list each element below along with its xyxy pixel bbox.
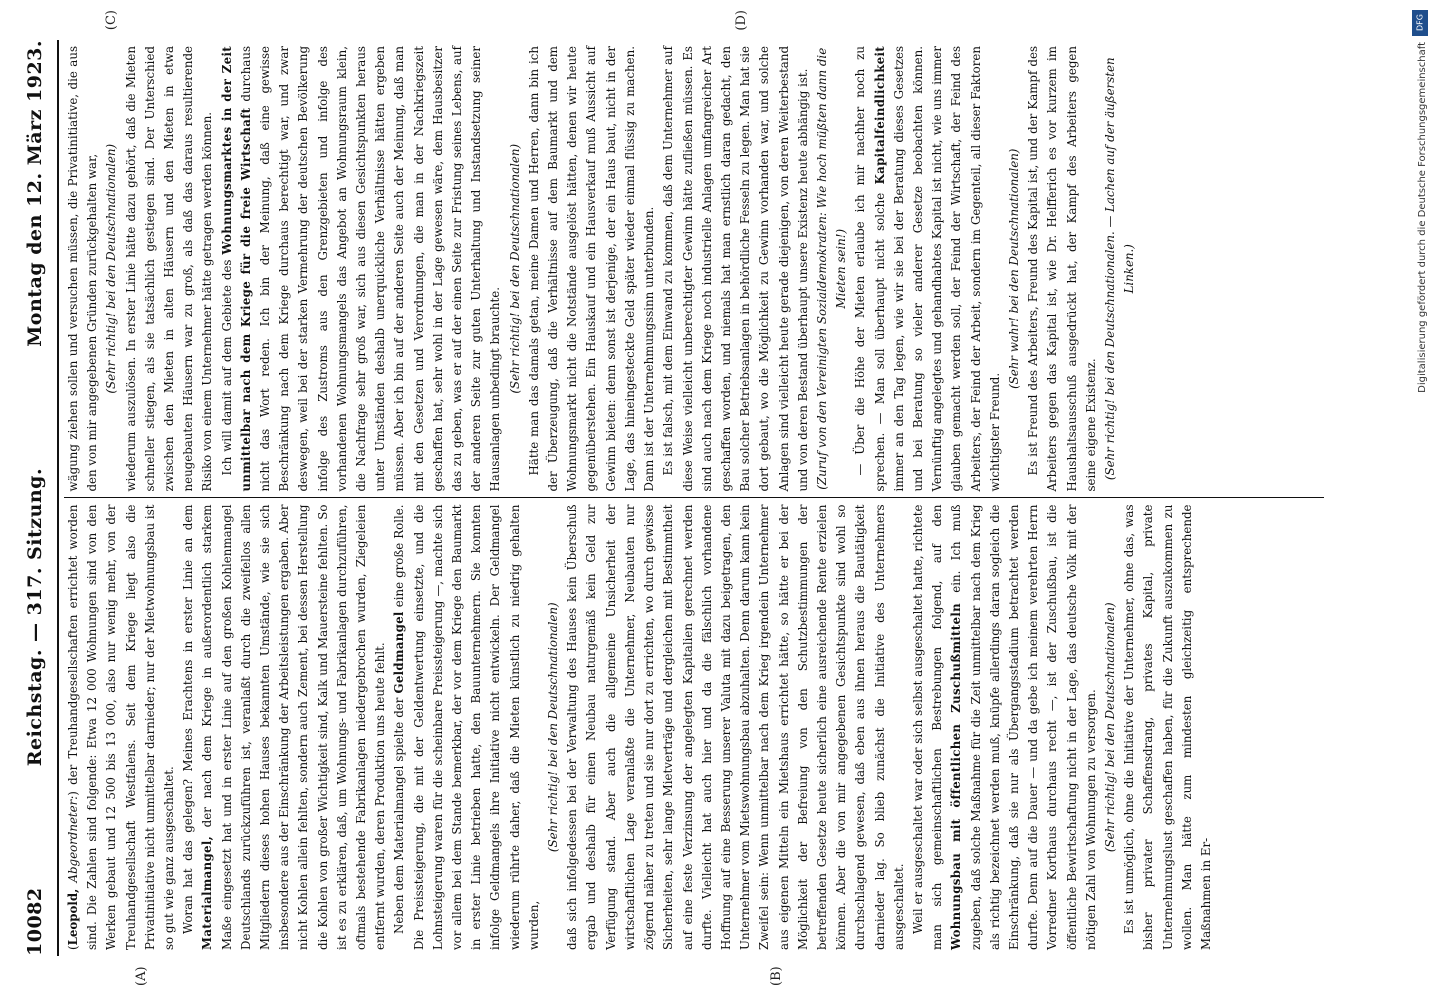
right-column — [64, 40, 1324, 498]
paragraph-text: Ich will damit auf dem Gebiete des — [219, 259, 234, 476]
paragraph — [909, 505, 1101, 951]
interjection: (Sehr richtig! bei den Deutschnationalen. — Lachen auf der äußersten Linken.) — [1102, 57, 1137, 481]
text-columns — [64, 10, 1324, 986]
paragraph — [851, 46, 1005, 492]
paragraph: Es ist unmöglich, ohne die Initiative der Unternehmer, ohne das, was bisher privater Schaffensdrang, privates Kapital, private Unternehmungslust geschaffen haben, für die Zukunft auszukommen zu wollen. Man hätte zum mindesten gleichzeitig entsprechende Maßnahmen in Er- — [1122, 504, 1213, 950]
interjection: (Zuruf von den Vereinigten Sozialdemokraten: Wie hoch müßten dann die Mieten sein!) — [814, 47, 849, 490]
margin-marker-a: (A) — [134, 966, 149, 986]
emphasis: Materialmangel, — [200, 835, 215, 950]
paragraph-text: ein. Ich muß zugeben, daß solche Maßnahme für die Zeit unmittelbar nach dem Krieg als richtig bezeichnet werden muß, knüpfe allerdings daran sogleich die Einschränkung, daß sie nur als Übergangsstadium betrachtet werden durfte. Denn auf die Dauer — und da gebe ich meinem verehrten Herrn Vorredner Korthaus durchaus recht —, ist der Zuschußbau, ist die öffentliche Bewirtschaftung nicht in der Lage, das deutsche Volk mit der nötigen Zahl von Wohnungen zu versorgen. — [949, 504, 1098, 950]
paragraph: Es ist falsch, mit dem Einwand zu kommen, daß dem Unternehmer auf diese Weise vielleicht unberechtigter Gewinn hätte zufließen müssen. Es sind auch nach dem Kriege noch industrielle Anlagen umfangreicher Art geschaffen worden, und niemals hat man ernstlich daran gedacht, den Bau solcher Betriebsanlagen in behördliche Fesseln zu legen. Man hat sie dort gebaut, wo die Möglichkeit zu Gewinn vorhanden war, und solche Anlagen sind vielleicht heute gerade diejenigen, von deren Weiterbestand und von deren Bestand überhaupt unsere Existenz heute abhängig ist. — [661, 46, 810, 492]
interjection: (Sehr richtig! bei den Deutschnationalen) — [507, 143, 522, 394]
paragraph — [179, 505, 390, 951]
emphasis: Wohnungsbau mit öffentlichen Zuschußmitteln — [949, 603, 964, 950]
paragraph — [218, 46, 506, 492]
paragraph-text: der nach dem Kriege in außerordentlich starkem Maße eingesetzt hat und in erster Linie auf den großen Kohlenmangel Deutschlands zurückzuführen ist, veranlaßt durch die zweifellos allen Mitgliedern dieses hohen Hauses bekannten Umstände, wie sie sich insbesondere aus der Einschränkung der Arbeitsleistungen ergaben. Aber nicht Kohlen allein fehlten, sondern auch Zement, bei dessen Herstellung die Kohlen von großer Wichtigkeit sind, Kalk und Mauersteine fehlten. So ist es zu erklären, daß, um Wohnungs- und Fabrikanlagen durchzuführen, oftmals bestehende Fabrikanlagen niedergebrochen wurden, Ziegeleien entfernt wurden, deren Produktion uns heute fehlt. — [200, 504, 388, 950]
paragraph: Hätte man das damals getan, meine Damen und Herren, dann bin ich der Überzeugung, daß die Verhältnisse auf dem Baumarkt und dem Wohnungsmarkt nicht die Notstände ausgelöst hätten, denen wir heute gegenüberstehen. Ein Hauskauf und ein Hausverkauf muß Aussicht auf Gewinn bieten: denn sonst ist derjenige, der ein Haus baut, nicht in der Lage, das hineingesteckte Geld später wieder einmal flüssig zu machen. Dann ist der Unternehmungssinn unterbunden. — [526, 46, 657, 492]
speaker-role: Abgeordneter: — [66, 795, 80, 883]
paragraph: wägung ziehen sollen und versuchen müssen, die Privatinitiative, die aus den von mir angegebenen Gründen zurückgehalten war, — [66, 46, 100, 492]
speaker-name: Leopold, — [66, 888, 80, 946]
paragraph: daß sich infolgedessen bei der Verwaltung des Hauses kein Überschuß ergab und deshalb für einen Neubau naturgemäß kein Geld zur Verfügung stand. Aber auch die allgemeine Unsicherheit der wirtschaftlichen Lage veranlaßte die Unternehmer, Neubauten nur zögernd näher zu treten und sie nur dort zu errichten, wo durch gewisse Sicherheiten, sehr lange Mietverträge und dergleichen mit Bestimmtheit auf eine feste Verzinsung der angelegten Kapitalien gerechnet werden durfte. Vielleicht hat auch hier und da die fälschlich vorhandene Hoffnung auf eine Besserung unserer Valuta mit dazu beigetragen, den Unternehmer vom Mietswohnungsbau abzuhalten. Denn darum kann kein Zweifel sein: Wenn unmittelbar nach dem Krieg irgendein Unternehmer aus eigenen Mitteln ein Mietshaus errichtet hätte, so hätte er bei der Möglichkeit der Befreiung von den Schutzbestimmungen der betreffenden Gesetze heute sicherlich eine ausreichende Rente erzielen können. Aber die von mir angegebenen Gesichtspunkte sind wohl so durchschlagend gewesen, daß eben aus ihnen heraus die Bautätigkeit darnieder lag. So blieb zunächst die Initiative des Unternehmers ausgeschaltet. — [565, 504, 906, 950]
paragraph-text: Woran hat das gelegen? Meines Erachtens in erster Linie an dem — [181, 504, 196, 934]
margin-marker-b: (B) — [769, 966, 784, 986]
paragraph-text: der Treuhandgesellschaften errichtet worden sind. Die Zahlen sind folgende: Etwa 12 000 Wohnungen sind von den Werken gebaut und 12 500 bis 13 000, also nur wenig mehr, von der Treuhandgesellschaft Westfalens. Seit dem Kriege liegt also die Privatinitiative nicht unmittelbar darnieder; nur der Mietwohnungsbau ist so gut wie ganz ausgeschaltet. — [66, 504, 177, 950]
page-number: 10082 — [24, 887, 46, 956]
emphasis: Geldmangel — [392, 611, 407, 694]
paragraph-text: Weil er ausgeschaltet war oder sich selbst ausgeschaltet hatte, richtete man sich gemeinschaftlichen Bestrebungen folgend, auf den — [910, 504, 945, 950]
interjection: (Sehr richtig! bei den Deutschnationalen) — [104, 143, 119, 394]
paragraph: Es ist Freund des Arbeiters, Freund des Kapital ist, und der Kampf des Arbeiters gegen das Kapital ist, wie Dr. Helfferich es vor kurzem im Haushaltsausschuß ausgedrückt hat, der Kampf des Arbeiters gegen seine eigene Existenz. — [1026, 46, 1098, 492]
left-column — [64, 499, 1324, 957]
margin-marker-c: (C) — [104, 10, 119, 31]
column-divider — [64, 498, 1324, 499]
paragraph-text: durchaus nicht das Wort reden. Ich bin der Meinung, daß eine gewisse Beschränkung nach dem Kriege durchaus berechtigt war, und zwar deswegen, weil bei der starken Vermehrung der deutschen Bevölkerung infolge des Zustroms aus den Grenzgebieten und infolge des vorhandenen Wohnungsmangels das Angebot an Wohnungsraum klein, die Nachfrage sehr groß war, sich aus diesen Gesichtspunkten heraus unter Umständen deshalb unerquickliche Verhältnisse hätten ergeben müssen. Aber ich bin auf der anderen Seite auch der Meinung, daß man mit den Gesetzen und Verordnungen, die man in der Nachkriegszeit geschaffen hat, sehr wohl in der Lage gewesen wäre, dem Hausbesitzer das zu geben, was er auf der einen Seite zur Fristung seines Lebens, auf der anderen Seite zur guten Unterhaltung und Instandsetzung seiner Hausanlagen unbedingt brauchte. — [238, 45, 503, 492]
margin-marker-d: (D) — [734, 10, 749, 31]
paragraph-text: eine große Rolle. Die Preissteigerung, die mit der Geldentwertung einsetzte, und die Lohnsteigerung waren für die scheinbare Preissteigerung —, machte sich vor allem bei dem Stande bemerkbar, der vor dem Kriege den Baumarkt in erster Linie betrieben hatte, den Bauunternehmern. Sie konnten infolge Geldmangels ihre Initiative nicht entwickeln. Der Geldmangel wiederum rührte daher, daß die Mieten künstlich zu niedrig gehalten wurden, — [392, 504, 541, 950]
page-header — [24, 40, 54, 956]
dfg-logo: DFG — [1412, 10, 1428, 36]
paragraph: wiederum auszulösen. In erster Linie hätte dazu gehört, daß die Mieten schneller stiegen, als sie tatsächlich gestiegen sind. Der Unterschied zwischen den Mieten in alten Häusern und den Mieten in etwa neugebauten Häusern war zu groß, als daß das daraus resultierende Risiko von einem Unternehmer hätte getragen werden können. — [123, 46, 215, 492]
interjection: (Sehr wahr! bei den Deutschnationalen) — [1006, 148, 1021, 389]
paragraph — [390, 505, 544, 951]
session-title: Reichstag. — 317. Sitzung. — [24, 467, 46, 767]
paragraph: (Leopold, Abgeordneter:) der Treuhandgesellschaften errichtet worden sind. Die Zahlen sind folgende: Etwa 12 000 Wohnungen sind von den Werken gebaut und 12 500 bis 13 000, also nur wenig mehr, von der Treuhandgesellschaft Westfalens. Seit dem Kriege liegt also die Privatinitiative nicht unmittelbar darnieder; nur der Mietwohnungsbau ist so gut wie ganz ausgeschaltet. — [66, 504, 177, 950]
digitization-credit — [1408, 8, 1432, 988]
credit-text: Digitalisierung gefördert durch die Deutsche Forschungsgemeinschaft — [1417, 42, 1428, 393]
paragraph-text: immer an den Tag legen, wie wir sie bei der Beratung dieses Gesetzes und bei Beratung so vieler anderer Gesetze beobachten können. Vernünftig angelegtes und gehandhabtes Kapital ist nicht, wie uns immer glauben gemacht werden soll, der Feind der Wirtschaft, der Feind des Arbeiters, der Feind der Arbeit, sondern im Gegenteil, all dieser Faktoren wichtigster Freund. — [891, 46, 1002, 492]
session-date: Montag den 12. März 1923. — [24, 40, 46, 347]
paragraph-text: Neben dem Materialmangel spielte der — [392, 697, 407, 934]
emphasis: Wohnungsmarktes in der Zeit unmittelbar nach dem Kriege für die freie Wirtschaft — [219, 46, 253, 492]
emphasis: Kapitalfeindlichkeit — [872, 46, 887, 185]
paragraph-text: — Über die Höhe der Mieten erlaube ich mir nachher noch zu sprechen. — Man soll überhaupt nicht solche — [853, 46, 887, 492]
interjection: (Sehr richtig! bei den Deutschnationalen) — [546, 602, 561, 853]
interjection: (Sehr richtig! bei den Deutschnationalen) — [1102, 602, 1117, 853]
header-rule — [57, 40, 59, 956]
